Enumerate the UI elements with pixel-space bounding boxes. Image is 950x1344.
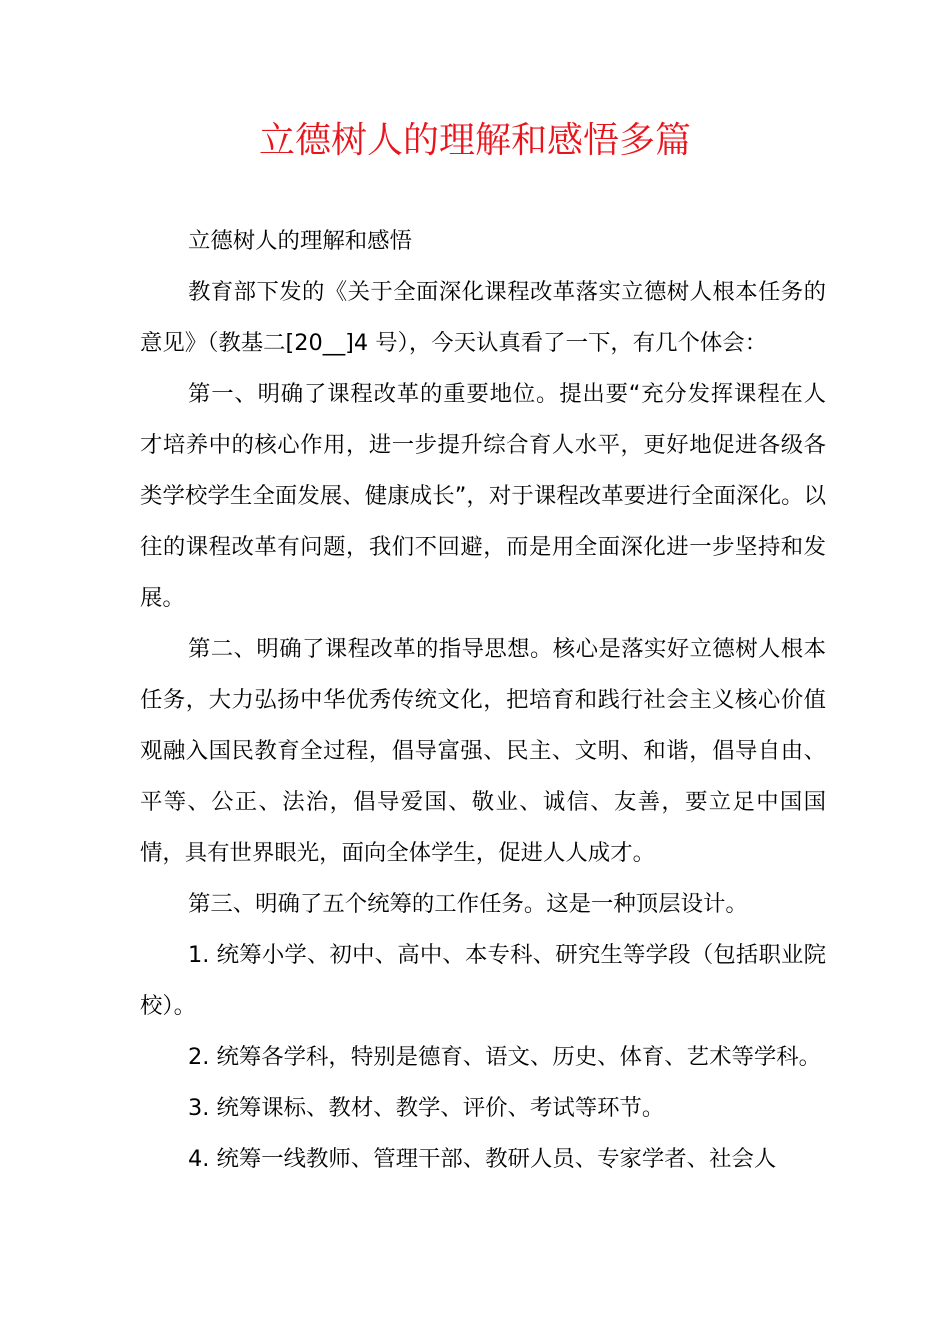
paragraph-point-1: 第一、明确了课程改革的重要地位。提出要“充分发挥课程在人才培养中的核心作用，进一步提升综合育人水平，更好地促进各级各类学校学生全面发展、健康成长”，对于课程改革要进行全面深化。以往的课程改革有问题，我们不回避，而是用全面深化进一步坚持和发展。	[140, 381, 826, 611]
paragraph-intro: 教育部下发的《关于全面深化课程改革落实立德树人根本任务的意见》（教基二[20__]4 号），今天认真看了一下，有几个体会：	[140, 279, 826, 356]
document-body	[140, 216, 826, 1185]
paragraph-subtitle: 立德树人的理解和感悟	[188, 228, 412, 254]
list-item-1: 1. 统筹小学、初中、高中、本专科、研究生等学段（包括职业院校）。	[140, 942, 826, 1019]
list-item-3: 3. 统筹课标、教材、教学、评价、考试等环节。	[188, 1095, 665, 1121]
document-title: 立德树人的理解和感悟多篇	[258, 120, 691, 161]
list-item-4: 4. 统筹一线教师、管理干部、教研人员、专家学者、社会人	[188, 1146, 777, 1172]
paragraph-point-3: 第三、明确了五个统筹的工作任务。这是一种顶层设计。	[188, 891, 748, 917]
paragraph-point-2: 第二、明确了课程改革的指导思想。核心是落实好立德树人根本任务，大力弘扬中华优秀传统文化，把培育和践行社会主义核心价值观融入国民教育全过程，倡导富强、民主、文明、和谐，倡导自由、平等、公正、法治，倡导爱国、敬业、诚信、友善，要立足中国国情，具有世界眼光，面向全体学生，促进人人成才。	[140, 636, 826, 866]
list-item-2: 2. 统筹各学科，特别是德育、语文、历史、体育、艺术等学科。	[188, 1044, 822, 1070]
